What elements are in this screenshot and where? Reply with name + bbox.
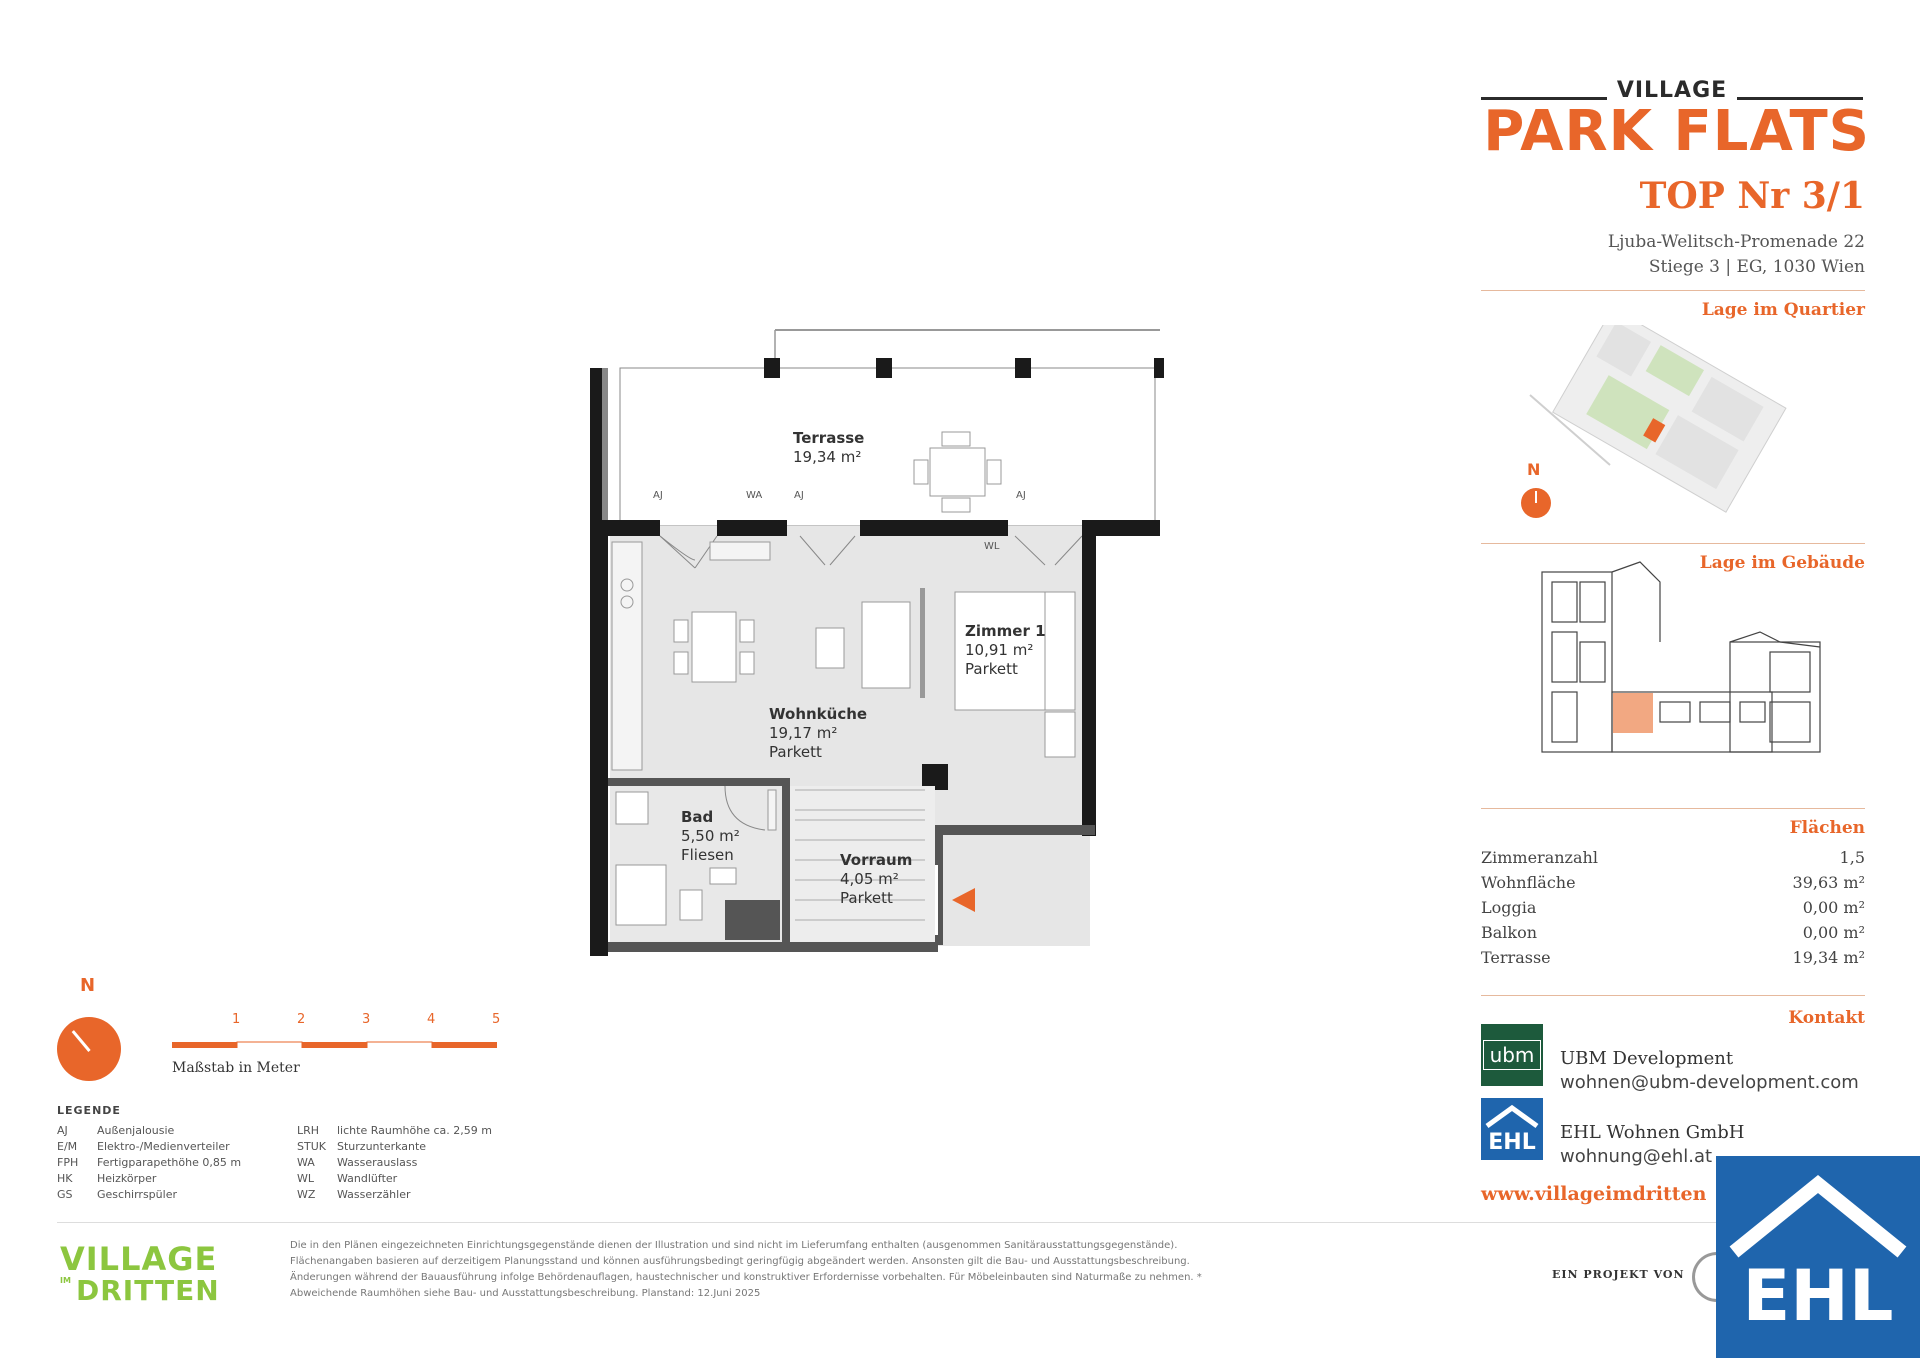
disclaimer-text: Die in den Plänen eingezeichneten Einrichtungsgegenstände dienen der Illustration und sind nicht im Lieferumfang enthalten (ausgenommen Sanitärausstattungsgegenstände). Flächenangaben basieren auf derzeitigem Planungsstand und können ausführungsbedingt geringfügig abgeändert werden. Ansonsten gilt die Bau- und Ausstattungsbeschreibung. Änderungen während der Bauausführung infolge Behördenauflagen, haustechnischer und konstruktiver Erfordernisse vorbehalten. Für Möbeleinbauten sind Naturmaße zu nehmen. * Abweichende Raumhöhen siehe Bau- und Ausstattungsbeschreibung. Planstand: 12.Juni 2025 [290, 1240, 1202, 1299]
section-title-gebaeude: Lage im Gebäude [1699, 553, 1865, 573]
area-label: Balkon [1481, 923, 1538, 942]
divider [1481, 995, 1865, 996]
ein-projekt-von-label: EIN PROJEKT VON [1552, 1268, 1685, 1281]
scale-tick: 1 [232, 1012, 241, 1027]
area-row [1481, 873, 1865, 897]
scale-tick: 5 [492, 1012, 501, 1027]
building-location-map [1530, 552, 1830, 782]
area-label: Wohnfläche [1481, 873, 1576, 892]
area-row [1481, 898, 1865, 922]
legend-item: FPH Fertigparapethöhe 0,85 m [57, 1156, 242, 1169]
ubm-logo [1481, 1024, 1543, 1086]
area-row [1481, 948, 1865, 972]
room-area: 19,17 m² [769, 724, 838, 742]
section-title-flaechen: Flächen [1789, 818, 1865, 838]
room-area: 4,05 m² [840, 870, 899, 888]
compass-label: N [80, 975, 96, 996]
brand-village: VILLAGE [1616, 78, 1728, 103]
divider [1481, 808, 1865, 809]
ehl-badge[interactable] [1716, 1156, 1920, 1358]
scale-tick: 4 [427, 1012, 436, 1027]
room-name: Terrasse [793, 429, 865, 447]
legend-item: STUK Sturzunterkante [297, 1140, 427, 1153]
divider [1481, 543, 1865, 544]
website-link[interactable]: www.villageimdritten [1481, 1183, 1707, 1205]
scale-tick: 2 [297, 1012, 306, 1027]
room-floor: Parkett [840, 889, 893, 907]
village-im-dritten-logo: VILLAGE IM DRITTEN [60, 1240, 220, 1307]
room-name: Wohnküche [769, 705, 868, 723]
footer-divider [57, 1222, 1717, 1223]
room-label [965, 622, 1046, 679]
room-name: Bad [681, 808, 714, 826]
address-line-1: Ljuba-Welitsch-Promenade 22 [1607, 232, 1865, 252]
section-title-kontakt: Kontakt [1788, 1008, 1865, 1028]
plan-mark-aj: AJ [1016, 490, 1026, 501]
ubm-logo-text: ubm [1483, 1040, 1542, 1070]
area-label: Loggia [1481, 898, 1537, 917]
room-label [769, 705, 867, 762]
legend-column-right [297, 1123, 492, 1203]
compass-small-label: N [1527, 460, 1541, 479]
area-value: 39,63 m² [1792, 873, 1865, 892]
compass-icon [57, 1017, 121, 1081]
legend-column-left [57, 1123, 241, 1203]
area-value: 0,00 m² [1802, 898, 1865, 917]
legend-item: AJ Außenjalousie [57, 1124, 175, 1137]
contact-name-ubm: UBM Development [1560, 1048, 1734, 1069]
plan-mark-aj: AJ [794, 490, 804, 501]
plan-mark-aj: AJ [653, 490, 663, 501]
room-floor: Fliesen [681, 846, 734, 864]
scale-bar [172, 1008, 502, 1048]
legend-item: WA Wasserauslass [297, 1156, 418, 1169]
area-value: 1,5 [1839, 848, 1865, 867]
area-label: Terrasse [1481, 948, 1551, 967]
legend-item: WZ Wasserzähler [297, 1188, 411, 1201]
area-value: 19,34 m² [1792, 948, 1865, 967]
contact-email-ehl[interactable]: wohnung@ehl.at [1560, 1146, 1713, 1167]
room-area: 5,50 m² [681, 827, 740, 845]
contact-name-ehl: EHL Wohnen GmbH [1560, 1122, 1745, 1143]
ehl-logo [1481, 1098, 1543, 1160]
scale-tick: 3 [362, 1012, 371, 1027]
section-title-quartier: Lage im Quartier [1701, 300, 1865, 320]
legend-item: LRH lichte Raumhöhe ca. 2,59 m [297, 1124, 492, 1137]
room-floor: Parkett [965, 660, 1018, 678]
ehl-logo-text: EHL [1488, 1130, 1536, 1155]
room-name: Zimmer 1 [965, 622, 1046, 640]
room-label [840, 851, 912, 908]
legend-title: LEGENDE [57, 1104, 121, 1117]
legend-item: GS Geschirrspüler [57, 1188, 177, 1201]
area-label: Zimmeranzahl [1481, 848, 1598, 867]
ehl-house-icon [1716, 1170, 1920, 1260]
area-value: 0,00 m² [1802, 923, 1865, 942]
address-line-2: Stiege 3 | EG, 1030 Wien [1648, 257, 1865, 277]
legend-item: HK Heizkörper [57, 1172, 157, 1185]
room-floor: Parkett [769, 743, 822, 761]
ehl-badge-text: EHL [1742, 1255, 1894, 1337]
room-area: 10,91 m² [965, 641, 1034, 659]
room-label [793, 429, 864, 467]
plan-mark-wa: WA [746, 490, 763, 501]
scale-label: Maßstab in Meter [172, 1060, 300, 1076]
room-name: Vorraum [840, 851, 913, 869]
brand-title: PARK FLATS [1483, 99, 1870, 164]
legend-item: WL Wandlüfter [297, 1172, 398, 1185]
legend-item: E/M Elektro-/Medienverteiler [57, 1140, 230, 1153]
divider [1481, 290, 1865, 291]
room-label [681, 808, 740, 865]
unit-number: TOP Nr 3/1 [1639, 175, 1865, 217]
plan-mark-wl: WL [984, 541, 1000, 552]
house-icon [1481, 1102, 1543, 1130]
area-row [1481, 848, 1865, 872]
room-area: 19,34 m² [793, 448, 862, 466]
contact-email-ubm[interactable]: wohnen@ubm-development.com [1560, 1072, 1859, 1093]
area-row [1481, 923, 1865, 947]
compass-small-icon [1521, 488, 1551, 518]
